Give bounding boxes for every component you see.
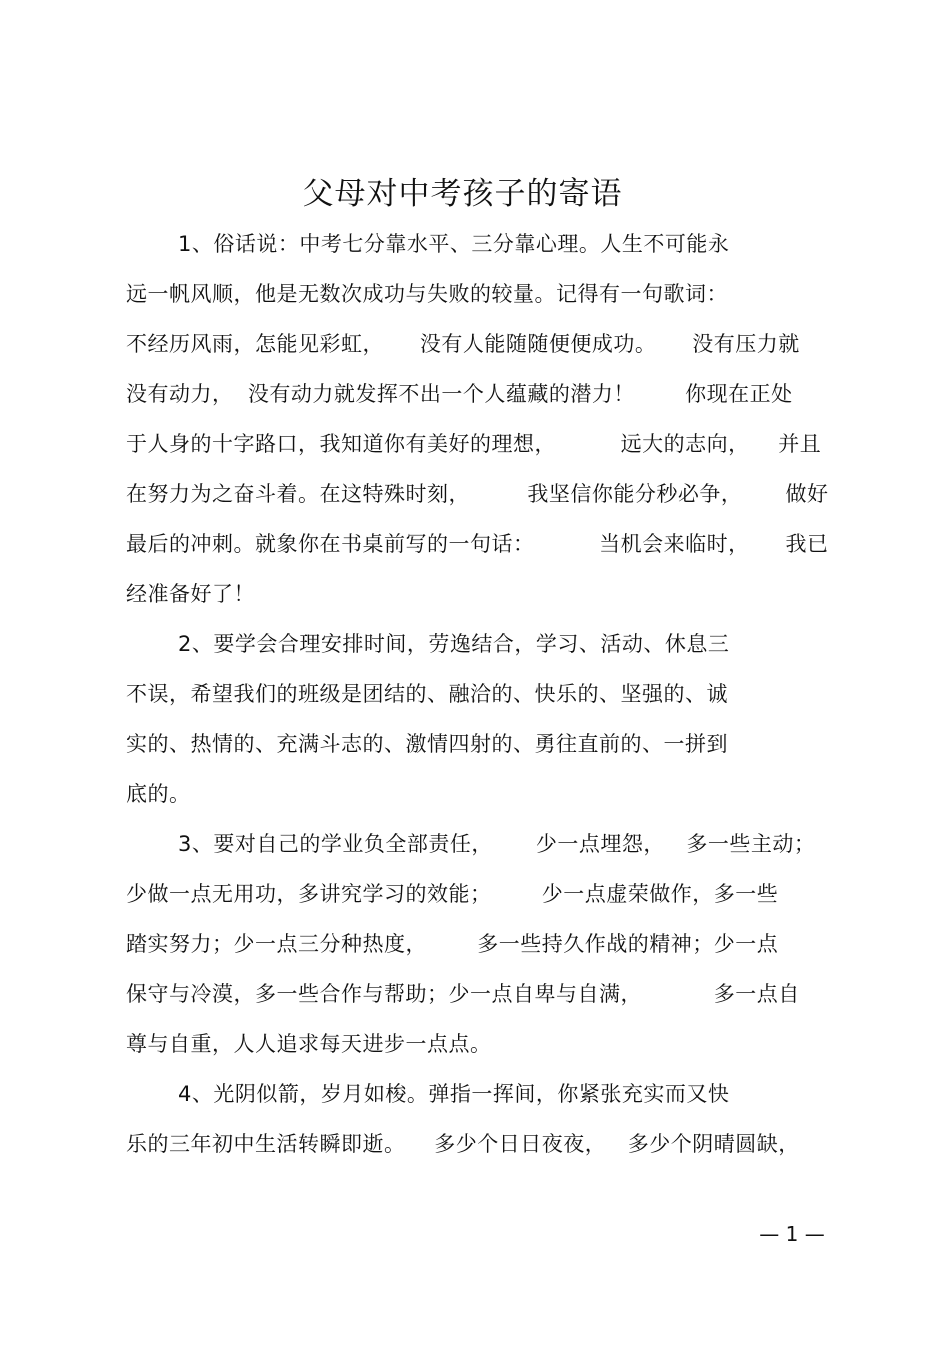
paragraph-3-line-3: 踏实努力；少一点三分种热度， 多一些持久作战的精神；少一点 (126, 932, 779, 956)
paragraph-3-line-4: 保守与冷漠，多一些合作与帮助；少一点自卑与自满， 多一点自 (126, 982, 800, 1006)
paragraph-1-line-4: 没有动力， 没有动力就发挥不出一个人蕴藏的潜力！ 你现在正处 (126, 382, 793, 406)
paragraph-1-line-5: 于人身的十字路口，我知道你有美好的理想， 远大的志向， 并且 (126, 432, 822, 456)
paragraph-3-line-5: 尊与自重，人人追求每天进步一点点。 (126, 1032, 492, 1056)
paragraph-3-line-2: 少做一点无用功，多讲究学习的效能； 少一点虚荣做作，多一些 (126, 882, 779, 906)
paragraph-1-line-7: 最后的冲刺。就象你在书桌前写的一句话： 当机会来临时， 我已 (126, 532, 829, 556)
paragraph-2-line-4: 底的。 (126, 782, 191, 806)
paragraph-2-line-3: 实的、热情的、充满斗志的、激情四射的、勇往直前的、一拼到 (126, 732, 728, 756)
paragraph-3-line-1: 3、要对自己的学业负全部责任， 少一点埋怨， 多一些主动； (178, 832, 816, 856)
paragraph-1-line-1: 1、俗话说：中考七分靠水平、三分靠心理。人生不可能永 (178, 232, 730, 256)
paragraph-1-line-6: 在努力为之奋斗着。在这特殊时刻， 我坚信你能分秒必争， 做好 (126, 482, 829, 506)
paragraph-4-line-2: 乐的三年初中生活转瞬即逝。 多少个日日夜夜， 多少个阴晴圆缺， (126, 1132, 800, 1156)
page-number: — 1 — (759, 1222, 825, 1246)
paragraph-1-line-8: 经准备好了！ (126, 582, 255, 606)
document-title: 父母对中考孩子的寄语 (302, 176, 623, 212)
paragraph-1-line-2: 远一帆风顺，他是无数次成功与失败的较量。记得有一句歌词： (126, 282, 728, 306)
paragraph-4-line-1: 4、光阴似箭，岁月如梭。弹指一挥间，你紧张充实而又快 (178, 1082, 730, 1106)
paragraph-1-line-3: 不经历风雨，怎能见彩虹， 没有人能随随便便成功。 没有压力就 (126, 332, 800, 356)
paragraph-2-line-1: 2、要学会合理安排时间，劳逸结合，学习、活动、休息三 (178, 632, 730, 656)
paragraph-2-line-2: 不误，希望我们的班级是团结的、融洽的、快乐的、坚强的、诚 (126, 682, 728, 706)
